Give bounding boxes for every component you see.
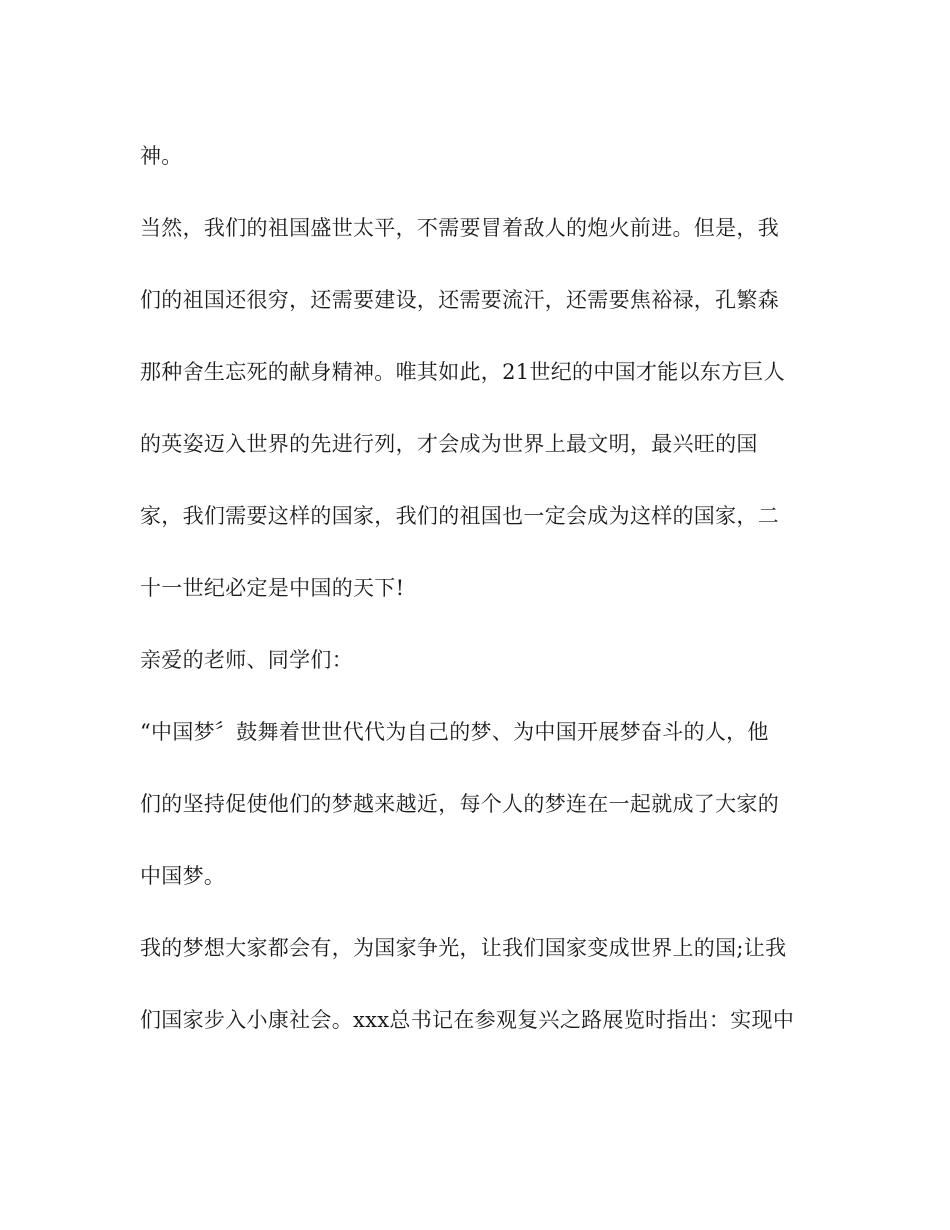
- salutation-line: 亲爱的老师、同学们：: [140, 648, 353, 672]
- text-line: 的英姿迈入世界的先进行列，才会成为世界上最文明，最兴旺的国: [140, 432, 758, 456]
- text-line: “中国梦〞鼓舞着世世代代为自己的梦、为中国开展梦奋斗的人，他: [140, 720, 769, 744]
- text-line: 当然，我们的祖国盛世太平，不需要冒着敌人的炮火前进。但是，我: [140, 216, 779, 240]
- text-line: 那种舍生忘死的献身精神。唯其如此，21世纪的中国才能以东方巨人: [140, 360, 786, 384]
- text-line: 们的祖国还很穷，还需要建设，还需要流汗，还需要焦裕禄，孔繁森: [140, 288, 779, 312]
- text-line: 们的坚持促使他们的梦越来越近，每个人的梦连在一起就成了大家的: [140, 792, 779, 816]
- text-line: 中国梦。: [140, 864, 226, 888]
- text-line: 我的梦想大家都会有，为国家争光，让我们国家变成世界上的国;让我: [140, 936, 787, 960]
- text-line: 十一世纪必定是中国的天下!: [140, 576, 405, 600]
- text-line: 神。: [140, 144, 183, 168]
- text-line: 家，我们需要这样的国家，我们的祖国也一定会成为这样的国家，二: [140, 504, 779, 528]
- text-line: 们国家步入小康社会。xxx总书记在参观复兴之路展览时指出：实现中: [140, 1008, 795, 1032]
